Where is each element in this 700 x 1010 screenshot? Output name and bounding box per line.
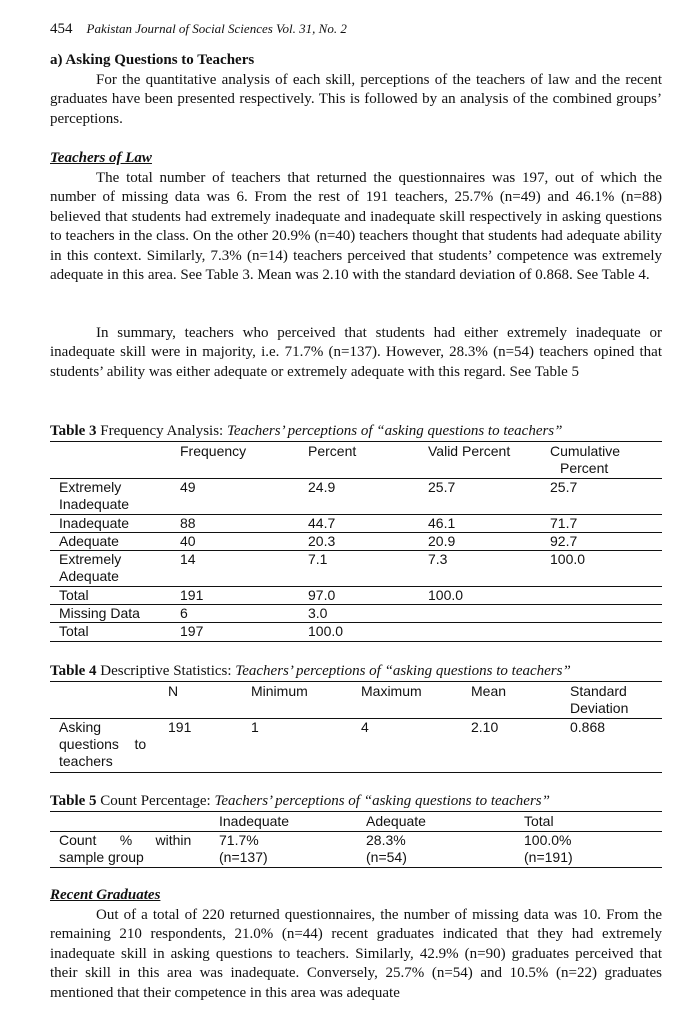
table5-caption: Table 5 Count Percentage: Teachers’ perceptions of “asking questions to teachers” xyxy=(50,793,550,809)
table5 xyxy=(50,811,662,871)
table-cell: (n=137) xyxy=(219,849,268,865)
table-cell: 191 xyxy=(168,719,192,735)
table-cell: 20.9 xyxy=(428,533,456,549)
table-cell: 28.3% xyxy=(366,832,406,848)
table-row-label: Inadequate xyxy=(59,515,130,531)
table3-caption: Table 3 Frequency Analysis: Teachers’ perceptions of “asking questions to teachers” xyxy=(50,423,563,439)
table-cell: 46.1 xyxy=(428,515,456,531)
table5-header-adequate: Adequate xyxy=(366,813,426,829)
table4-header-mean: Mean xyxy=(471,683,507,699)
table-row-label: sample group xyxy=(59,849,144,865)
table-cell: 71.7% xyxy=(219,832,259,848)
table5-header-inadequate: Inadequate xyxy=(219,813,290,829)
table-cell: 25.7 xyxy=(428,479,456,495)
table-row-label: Extremely xyxy=(59,551,122,567)
table-row-label: Adequate xyxy=(59,533,119,549)
table-cell: 0.868 xyxy=(570,719,606,735)
table-cell: (n=54) xyxy=(366,849,407,865)
table-cell: 14 xyxy=(180,551,196,567)
table-cell: 49 xyxy=(180,479,196,495)
table-cell: 100.0 xyxy=(550,551,586,567)
table-cell: 7.3 xyxy=(428,551,448,567)
teachers-paragraph-2: In summary, teachers who perceived that students had either extremely inadequate or inadequate skill were in majority, i.e. 71.7% (n=137). However, 28.3% (n=54) teachers opined that students’ ability was either adequate or extremely adequate with this regard. See Table 5 xyxy=(50,325,662,380)
intro-paragraph: For the quantitative analysis of each skill, perceptions of the teachers of law and the recent graduates have been presented respectively. This is followed by an analysis of the combined groups’ perceptions. xyxy=(50,72,662,127)
table4 xyxy=(50,681,662,776)
table-row-label: Extremely xyxy=(59,479,122,495)
table3-header-cumulative: Cumulative xyxy=(550,443,621,459)
table-cell: 1 xyxy=(251,719,259,735)
table-row-label: Adequate xyxy=(59,568,119,584)
table-cell: 88 xyxy=(180,515,196,531)
table4-header-minimum: Minimum xyxy=(251,683,308,699)
graduates-paragraph: Out of a total of 220 returned questionnaires, the number of missing data was 10. From the remaining 210 respondents, 21.0% (n=44) recent graduates indicated that they had extremely inadequate skill in asking questions to teachers. Similarly, 42.9% (n=90) graduates perceived that their skill in this area was inadequate. Conversely, 25.7% (n=54) and 10.5% (n=22) graduates mentioned that their competence in this area was adequate xyxy=(50,907,662,1001)
table4-header-standard: Standard xyxy=(570,683,627,699)
table-cell: 24.9 xyxy=(308,479,336,495)
table5-header-total: Total xyxy=(524,813,554,829)
table-cell: 97.0 xyxy=(308,587,336,603)
table-cell: 25.7 xyxy=(550,479,578,495)
table4-header-maximum: Maximum xyxy=(361,683,422,699)
table-row-label: Total xyxy=(59,623,89,639)
table-cell: 40 xyxy=(180,533,196,549)
table3-header-percent: Percent xyxy=(308,443,357,459)
table-cell: 71.7 xyxy=(550,515,578,531)
table-cell: 44.7 xyxy=(308,515,336,531)
table-cell: 6 xyxy=(180,605,188,621)
table-row-label: Count % within xyxy=(59,832,192,848)
table3-header-frequency: Frequency xyxy=(180,443,247,459)
table-cell: 7.1 xyxy=(308,551,328,567)
table-cell: 100.0% xyxy=(524,832,572,848)
table-cell: 20.3 xyxy=(308,533,336,549)
table-cell: 4 xyxy=(361,719,369,735)
subsection-heading-graduates: Recent Graduates xyxy=(50,887,161,903)
page-number: 454 xyxy=(50,21,73,37)
table-row-label: Inadequate xyxy=(59,496,130,512)
running-head xyxy=(50,21,347,38)
table-cell: 197 xyxy=(180,623,204,639)
table-cell: (n=191) xyxy=(524,849,573,865)
table-cell: 100.0 xyxy=(428,587,464,603)
table4-caption: Table 4 Descriptive Statistics: Teachers’ perceptions of “asking questions to teachers” xyxy=(50,663,571,679)
section-heading: a) Asking Questions to Teachers xyxy=(50,52,255,68)
subsection-heading-teachers: Teachers of Law xyxy=(50,150,152,166)
table-cell: 92.7 xyxy=(550,533,578,549)
table3-header-cumulative-percent: Percent xyxy=(560,460,609,476)
table-row-label: teachers xyxy=(59,753,113,769)
table-cell: 191 xyxy=(180,587,204,603)
table3 xyxy=(50,441,662,645)
journal-title: Pakistan Journal of Social Sciences Vol. 31, No. 2 xyxy=(86,21,347,36)
table-cell: 3.0 xyxy=(308,605,328,621)
table3-header-valid-percent: Valid Percent xyxy=(428,443,511,459)
teachers-paragraph-1: The total number of teachers that returned the questionnaires was 197, out of which the number of missing data was 6. From the rest of 191 teachers, 25.7% (n=49) and 46.1% (n=88) believed that students had extremely inadequate and inadequate skill respectively in asking questions to teachers in the class. On the other 20.9% (n=40) teachers thought that students had adequate ability in this context. Similarly, 7.3% (n=14) teachers perceived that students’ competence was extremely adequate in this area. See Table 3. Mean was 2.10 with the standard deviation of 0.868. See Table 4. xyxy=(50,170,662,284)
table-row-label: Missing Data xyxy=(59,605,140,621)
table-row-label: Asking xyxy=(59,719,102,735)
table-row-label: Total xyxy=(59,587,89,603)
table-cell: 100.0 xyxy=(308,623,344,639)
table4-header-deviation: Deviation xyxy=(570,700,629,716)
table-row-label: questions to xyxy=(59,736,147,752)
table-cell: 2.10 xyxy=(471,719,499,735)
table4-header-n: N xyxy=(168,683,179,699)
